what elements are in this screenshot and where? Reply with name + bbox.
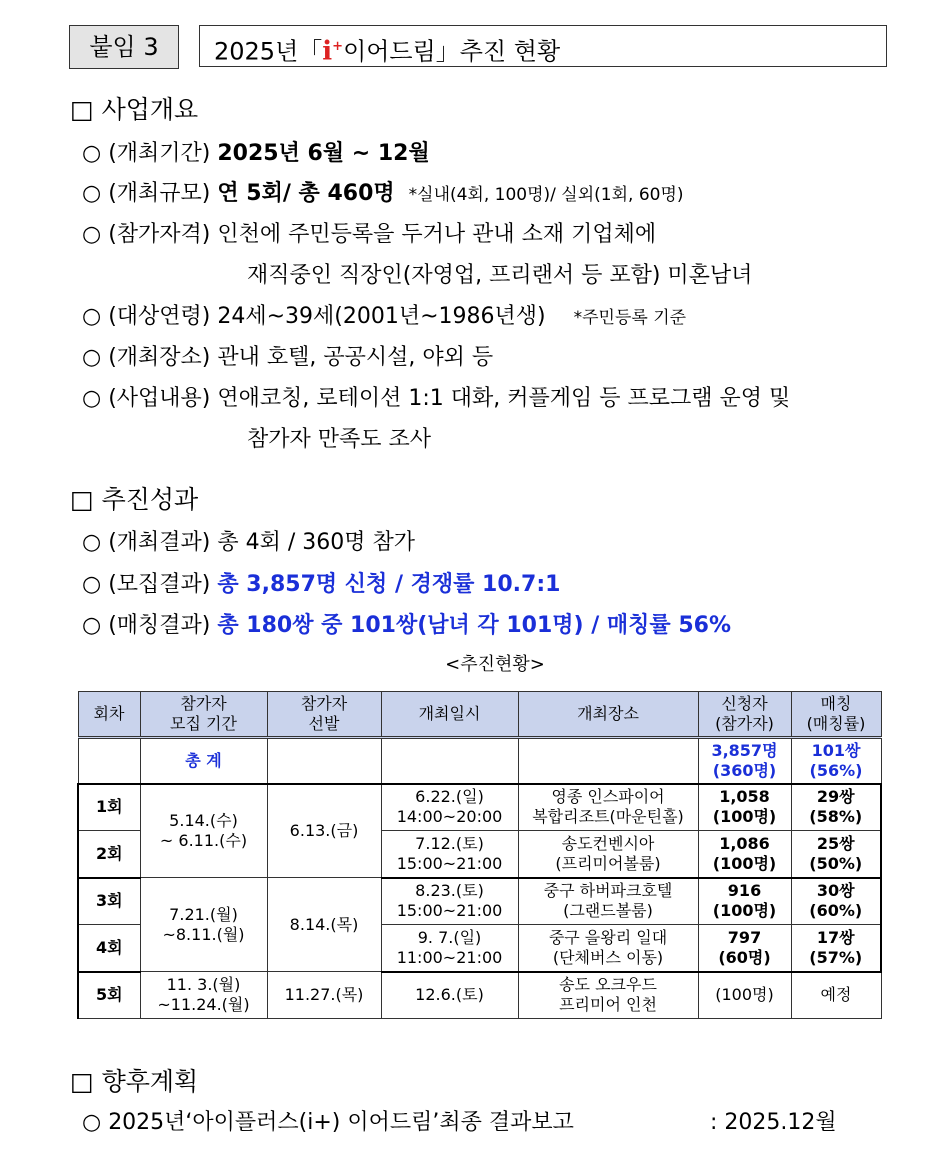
item-content: [82, 381, 790, 412]
text: 15:00~21:00: [396, 901, 503, 921]
text: 2회: [78, 831, 140, 878]
table-cell: [518, 878, 698, 925]
table-caption: <추진현황>: [445, 654, 545, 675]
table-cell: [140, 784, 267, 878]
table-cell: [698, 784, 791, 831]
text: 송도컨벤시아: [561, 833, 655, 853]
text: 8.23.(토): [415, 881, 484, 901]
text: 25쌍: [816, 833, 855, 853]
text: ○ (대상연령): [82, 304, 211, 329]
text: ○ (개최기간): [82, 141, 211, 166]
th-period: [140, 692, 267, 738]
text: (단체버스 이동): [552, 947, 664, 967]
text: (매칭률): [806, 714, 866, 733]
i-plus-logo: i+: [322, 36, 344, 67]
title-suffix: 이어드림」추진 현황: [343, 37, 561, 66]
th-matching: [791, 692, 881, 738]
item-eligibility: [82, 217, 656, 248]
text: 총 3,857명 신청 / 경쟁률 10.7:1: [217, 572, 561, 597]
text: 총 4회 / 360명 참가: [217, 530, 416, 555]
text: (참가자): [715, 714, 774, 733]
table-cell: [518, 972, 698, 1019]
text: 중구 을왕리 일대: [548, 927, 668, 947]
text: 참가자: [300, 694, 348, 713]
text: 4회: [78, 925, 140, 972]
item-eligibility-cont: 재직중인 직장인(자영업, 프리랜서 등 포함) 미혼남녀: [247, 263, 753, 288]
table-cell: [698, 831, 791, 878]
text: 예정: [791, 972, 881, 1019]
text: ○ (개최결과): [82, 530, 211, 555]
text: (100명): [712, 807, 777, 827]
text: ○ (모집결과): [82, 572, 211, 597]
text: 916: [727, 881, 762, 901]
section-title-plan: □ 향후계획: [70, 1067, 199, 1096]
title-prefix: 2025년「: [214, 37, 323, 66]
item-final-report: [82, 1105, 574, 1136]
item-recruit: [82, 567, 560, 598]
text: 1,058: [719, 787, 770, 807]
th-round: [78, 692, 140, 738]
section-title-overview: □ 사업개요: [70, 95, 199, 124]
text: 프리미어 인천: [559, 995, 657, 1015]
table-cell: [78, 738, 140, 784]
text: 1,086: [719, 833, 770, 853]
table-cell: [518, 784, 698, 831]
text: ○ (사업내용): [82, 386, 211, 411]
text: 3회: [78, 878, 140, 925]
text: 7.12.(토): [415, 833, 484, 853]
table-header-row: [78, 692, 881, 738]
table-row: [78, 972, 881, 1019]
text: 개최일시: [418, 704, 481, 723]
table-cell: [518, 831, 698, 878]
text: 30쌍: [816, 881, 855, 901]
text: (56%): [809, 760, 863, 780]
text: 연애코칭, 로테이션 1:1 대화, 커플게임 등 프로그램 운영 및: [217, 386, 791, 411]
item-content-cont: 참가자 만족도 조사: [247, 427, 432, 452]
table-cell: [381, 925, 518, 972]
text: 영종 인스파이어: [551, 787, 665, 807]
table-cell: [791, 831, 881, 878]
table-cell: [698, 925, 791, 972]
table-cell: [267, 738, 381, 784]
text: 선발: [308, 714, 340, 733]
text: (100명): [698, 972, 791, 1019]
th-datetime: [381, 692, 518, 738]
table-row-total: [78, 738, 881, 784]
table-cell: [518, 738, 698, 784]
table-cell: [140, 878, 267, 972]
text: (60%): [809, 901, 863, 921]
item-age: [82, 299, 686, 330]
text: 9. 7.(일): [417, 927, 482, 947]
text: ○ (매칭결과): [82, 613, 211, 638]
table-cell: [518, 925, 698, 972]
text: 총 180쌍 중 101쌍(남녀 각 101명) / 매칭률 56%: [217, 613, 731, 638]
item-period: [82, 136, 430, 167]
text: 3,857명: [711, 740, 778, 760]
table-row: [78, 784, 881, 831]
text: 5회: [78, 972, 140, 1019]
th-applicants: [698, 692, 791, 738]
item-held: [82, 525, 415, 556]
text: 중구 하버파크호텔: [543, 881, 673, 901]
table-cell: [698, 738, 791, 784]
text: 17쌍: [816, 927, 855, 947]
section-title-results: □ 추진성과: [70, 485, 199, 514]
text: ~8.11.(월): [162, 924, 245, 944]
text: (그랜드볼룸): [563, 901, 653, 921]
text: 14:00~20:00: [396, 807, 503, 827]
text: ○ (참가자격): [82, 222, 211, 247]
text: 29쌍: [816, 787, 855, 807]
text: 7.21.(월): [169, 904, 238, 924]
table-cell: [381, 878, 518, 925]
item-final-report-date: : 2025.12월: [710, 1110, 837, 1135]
text: (57%): [809, 947, 863, 967]
text: 참가자: [180, 694, 227, 713]
text: 1회: [78, 784, 140, 831]
text: 회차: [93, 704, 125, 723]
table-cell: [791, 878, 881, 925]
item-venue: [82, 340, 493, 371]
text: (60명): [718, 947, 771, 967]
text: (100명): [712, 901, 777, 921]
text: ○ (개최규모): [82, 181, 211, 206]
th-place: [518, 692, 698, 738]
text: (360명): [712, 760, 777, 780]
text: 12.6.(토): [381, 972, 518, 1019]
text: 8.14.(목): [267, 878, 381, 972]
progress-table: [77, 691, 882, 1019]
text: (100명): [712, 853, 777, 873]
text: (58%): [809, 807, 863, 827]
text: 11:00~21:00: [396, 947, 503, 967]
text: 복합리조트(마운틴홀): [532, 807, 684, 827]
text: 연 5회/ 총 460명: [217, 181, 395, 206]
text: ~ 6.11.(수): [159, 830, 248, 850]
th-selection: [267, 692, 381, 738]
text: ~11.24.(월): [157, 995, 250, 1014]
text: 15:00~21:00: [396, 853, 503, 873]
text: (50%): [809, 853, 863, 873]
text: *실내(4회, 100명)/ 실외(1회, 60명): [408, 185, 684, 205]
table-row: [78, 878, 881, 925]
attachment-tag: 붙임 3: [69, 25, 179, 69]
table-cell: [698, 878, 791, 925]
text: 총 계: [140, 738, 267, 784]
table-cell: [140, 972, 267, 1019]
text: 모집 기간: [170, 714, 237, 733]
table-cell: [791, 784, 881, 831]
document-title: [199, 25, 887, 67]
text: 인천에 주민등록을 두거나 관내 소재 기업체에: [217, 222, 657, 247]
table-cell: [791, 738, 881, 784]
table-cell: [381, 831, 518, 878]
text: ○ 2025년‘아이플러스(i+) 이어드림’최종 결과보고: [82, 1110, 574, 1135]
text: (프리미어볼룸): [555, 853, 661, 873]
table-cell: [381, 784, 518, 831]
text: 관내 호텔, 공공시설, 야외 등: [217, 345, 494, 370]
text: 신청자: [721, 694, 768, 713]
text: 11. 3.(월): [166, 975, 241, 994]
text: 송도 오크우드: [559, 975, 657, 995]
table-cell: [791, 925, 881, 972]
text: ○ (개최장소): [82, 345, 211, 370]
item-scale: [82, 176, 684, 207]
text: 매칭: [820, 694, 852, 713]
table-cell: [381, 738, 518, 784]
text: 797: [727, 927, 762, 947]
text: 11.27.(목): [267, 972, 381, 1019]
text: 개최장소: [577, 704, 639, 723]
text: 6.22.(일): [415, 787, 484, 807]
text: 6.13.(금): [267, 784, 381, 878]
item-matching: [82, 608, 731, 639]
text: *주민등록 기준: [573, 308, 687, 328]
text: 2025년 6월 ~ 12월: [217, 141, 430, 166]
text: 24세~39세(2001년~1986년생): [217, 304, 546, 329]
text: 5.14.(수): [169, 810, 238, 830]
text: 101쌍: [811, 740, 861, 760]
